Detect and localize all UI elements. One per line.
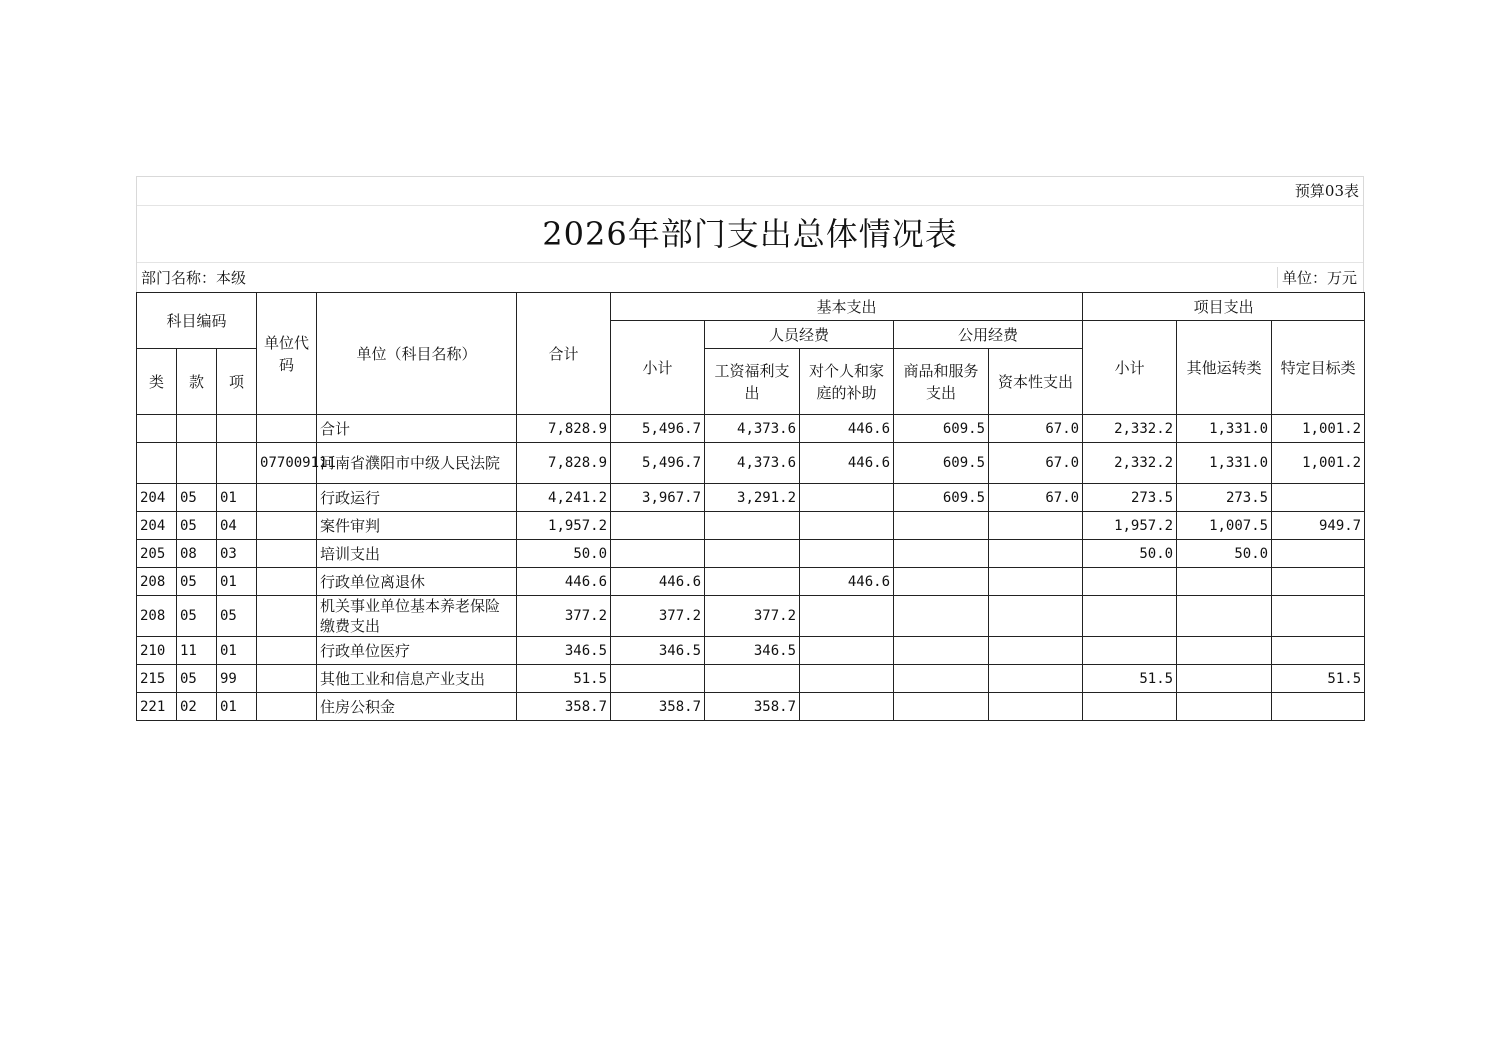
cell-lei: 215 [137, 665, 177, 693]
header-family-subsidy: 对个人和家庭的补助 [800, 349, 894, 415]
cell-total: 51.5 [517, 665, 611, 693]
cell-name: 河南省濮阳市中级人民法院 [317, 443, 517, 484]
cell-capital [989, 665, 1083, 693]
cell-basic-subtotal: 3,967.7 [611, 484, 705, 512]
cell-name: 其他工业和信息产业支出 [317, 665, 517, 693]
cell-lei: 204 [137, 512, 177, 540]
cell-total: 446.6 [517, 568, 611, 596]
cell-other-ops [1177, 665, 1272, 693]
cell-lei: 210 [137, 637, 177, 665]
cell-lei: 205 [137, 540, 177, 568]
cell-proj-subtotal: 51.5 [1083, 665, 1177, 693]
table-row [137, 415, 1365, 443]
cell-kuan: 08 [177, 540, 217, 568]
table-row [137, 665, 1365, 693]
cell-unit-code [257, 484, 317, 512]
table-row [137, 596, 1365, 637]
cell-other-ops: 1,007.5 [1177, 512, 1272, 540]
header-subject-code: 科目编码 [137, 293, 257, 349]
cell-specific [1272, 637, 1365, 665]
cell-name: 行政单位离退休 [317, 568, 517, 596]
cell-proj-subtotal [1083, 637, 1177, 665]
cell-proj-subtotal [1083, 568, 1177, 596]
unit-label: 单位：万元 [1277, 267, 1363, 288]
header-public: 公用经费 [894, 321, 1083, 349]
header-unit-code: 单位代码 [257, 293, 317, 415]
cell-xiang [217, 415, 257, 443]
cell-kuan: 05 [177, 596, 217, 637]
expenditure-table [136, 292, 1365, 721]
cell-total: 377.2 [517, 596, 611, 637]
cell-lei: 221 [137, 693, 177, 721]
cell-salary [705, 665, 800, 693]
header-project: 项目支出 [1083, 293, 1365, 321]
cell-kuan: 05 [177, 665, 217, 693]
cell-family [800, 693, 894, 721]
header-personnel: 人员经费 [705, 321, 894, 349]
cell-xiang: 01 [217, 568, 257, 596]
cell-other-ops [1177, 568, 1272, 596]
cell-kuan: 05 [177, 484, 217, 512]
cell-xiang: 05 [217, 596, 257, 637]
cell-proj-subtotal: 2,332.2 [1083, 443, 1177, 484]
cell-basic-subtotal [611, 540, 705, 568]
table-row [137, 512, 1365, 540]
cell-capital: 67.0 [989, 415, 1083, 443]
cell-goods [894, 637, 989, 665]
cell-total: 7,828.9 [517, 415, 611, 443]
cell-basic-subtotal: 5,496.7 [611, 443, 705, 484]
cell-unit-code [257, 693, 317, 721]
table-row [137, 484, 1365, 512]
cell-kuan [177, 415, 217, 443]
cell-other-ops: 1,331.0 [1177, 415, 1272, 443]
cell-capital: 67.0 [989, 484, 1083, 512]
cell-family: 446.6 [800, 443, 894, 484]
cell-lei [137, 443, 177, 484]
cell-capital [989, 637, 1083, 665]
cell-unit-code [257, 665, 317, 693]
cell-goods: 609.5 [894, 443, 989, 484]
cell-other-ops: 1,331.0 [1177, 443, 1272, 484]
cell-kuan: 05 [177, 512, 217, 540]
cell-unit-code [257, 637, 317, 665]
cell-kuan: 11 [177, 637, 217, 665]
cell-basic-subtotal: 377.2 [611, 596, 705, 637]
table-row [137, 693, 1365, 721]
cell-capital [989, 512, 1083, 540]
cell-capital [989, 568, 1083, 596]
cell-specific: 51.5 [1272, 665, 1365, 693]
cell-goods [894, 693, 989, 721]
cell-xiang [217, 443, 257, 484]
header-specific: 特定目标类 [1272, 321, 1365, 415]
cell-salary [705, 540, 800, 568]
cell-family [800, 637, 894, 665]
form-number: 预算03表 [137, 177, 1363, 206]
cell-capital [989, 693, 1083, 721]
cell-other-ops: 273.5 [1177, 484, 1272, 512]
table-header [137, 293, 1365, 415]
cell-basic-subtotal [611, 512, 705, 540]
cell-unit-code [257, 512, 317, 540]
cell-basic-subtotal: 346.5 [611, 637, 705, 665]
cell-specific [1272, 484, 1365, 512]
cell-salary: 346.5 [705, 637, 800, 665]
cell-lei: 208 [137, 568, 177, 596]
cell-goods [894, 665, 989, 693]
header-lei: 类 [137, 349, 177, 415]
table-row [137, 568, 1365, 596]
cell-name: 住房公积金 [317, 693, 517, 721]
cell-name: 行政运行 [317, 484, 517, 512]
table-body [137, 415, 1365, 721]
cell-family [800, 540, 894, 568]
cell-xiang: 03 [217, 540, 257, 568]
cell-goods [894, 512, 989, 540]
cell-capital: 67.0 [989, 443, 1083, 484]
cell-salary: 358.7 [705, 693, 800, 721]
cell-name: 合计 [317, 415, 517, 443]
cell-salary [705, 568, 800, 596]
cell-proj-subtotal: 50.0 [1083, 540, 1177, 568]
cell-family [800, 512, 894, 540]
cell-specific [1272, 596, 1365, 637]
cell-goods [894, 568, 989, 596]
header-capital: 资本性支出 [989, 349, 1083, 415]
cell-total: 4,241.2 [517, 484, 611, 512]
budget-sheet [136, 176, 1364, 721]
header-unit-name: 单位（科目名称） [317, 293, 517, 415]
page-title: 2026年部门支出总体情况表 [137, 206, 1363, 263]
cell-total: 1,957.2 [517, 512, 611, 540]
cell-unit-code [257, 415, 317, 443]
cell-proj-subtotal [1083, 596, 1177, 637]
cell-basic-subtotal [611, 665, 705, 693]
cell-goods [894, 596, 989, 637]
cell-xiang: 99 [217, 665, 257, 693]
header-goods-services: 商品和服务支出 [894, 349, 989, 415]
cell-other-ops [1177, 693, 1272, 721]
cell-kuan: 05 [177, 568, 217, 596]
header-salary: 工资福利支出 [705, 349, 800, 415]
cell-name: 案件审判 [317, 512, 517, 540]
sheet-header [136, 176, 1364, 292]
header-total: 合计 [517, 293, 611, 415]
cell-total: 346.5 [517, 637, 611, 665]
cell-basic-subtotal: 358.7 [611, 693, 705, 721]
table-row [137, 443, 1365, 484]
cell-goods [894, 540, 989, 568]
header-xiang: 项 [217, 349, 257, 415]
cell-kuan: 02 [177, 693, 217, 721]
cell-xiang: 01 [217, 693, 257, 721]
cell-specific [1272, 540, 1365, 568]
cell-total: 50.0 [517, 540, 611, 568]
cell-capital [989, 540, 1083, 568]
cell-unit-code [257, 540, 317, 568]
cell-family: 446.6 [800, 415, 894, 443]
cell-proj-subtotal [1083, 693, 1177, 721]
cell-unit-code: 077009111 [257, 443, 317, 484]
cell-specific: 1,001.2 [1272, 415, 1365, 443]
cell-capital [989, 596, 1083, 637]
header-project-subtotal: 小计 [1083, 321, 1177, 415]
cell-salary: 377.2 [705, 596, 800, 637]
cell-salary: 4,373.6 [705, 415, 800, 443]
cell-name: 行政单位医疗 [317, 637, 517, 665]
table-row [137, 637, 1365, 665]
table-row [137, 540, 1365, 568]
cell-goods: 609.5 [894, 415, 989, 443]
cell-xiang: 04 [217, 512, 257, 540]
cell-lei: 208 [137, 596, 177, 637]
cell-salary: 4,373.6 [705, 443, 800, 484]
cell-family [800, 484, 894, 512]
cell-proj-subtotal: 273.5 [1083, 484, 1177, 512]
cell-unit-code [257, 596, 317, 637]
cell-goods: 609.5 [894, 484, 989, 512]
header-other-ops: 其他运转类 [1177, 321, 1272, 415]
cell-kuan [177, 443, 217, 484]
cell-basic-subtotal: 5,496.7 [611, 415, 705, 443]
cell-basic-subtotal: 446.6 [611, 568, 705, 596]
cell-family: 446.6 [800, 568, 894, 596]
cell-specific: 1,001.2 [1272, 443, 1365, 484]
cell-proj-subtotal: 2,332.2 [1083, 415, 1177, 443]
cell-salary: 3,291.2 [705, 484, 800, 512]
cell-name: 培训支出 [317, 540, 517, 568]
cell-specific [1272, 568, 1365, 596]
header-basic: 基本支出 [611, 293, 1083, 321]
cell-specific: 949.7 [1272, 512, 1365, 540]
cell-other-ops [1177, 637, 1272, 665]
cell-lei [137, 415, 177, 443]
cell-lei: 204 [137, 484, 177, 512]
cell-other-ops [1177, 596, 1272, 637]
meta-row [137, 263, 1363, 292]
department-label: 部门名称：本级 [141, 269, 247, 287]
cell-xiang: 01 [217, 484, 257, 512]
cell-xiang: 01 [217, 637, 257, 665]
header-basic-subtotal: 小计 [611, 321, 705, 415]
cell-total: 7,828.9 [517, 443, 611, 484]
cell-name: 机关事业单位基本养老保险缴费支出 [317, 596, 517, 637]
cell-other-ops: 50.0 [1177, 540, 1272, 568]
header-kuan: 款 [177, 349, 217, 415]
cell-salary [705, 512, 800, 540]
cell-family [800, 596, 894, 637]
cell-total: 358.7 [517, 693, 611, 721]
cell-proj-subtotal: 1,957.2 [1083, 512, 1177, 540]
cell-unit-code [257, 568, 317, 596]
cell-family [800, 665, 894, 693]
cell-specific [1272, 693, 1365, 721]
